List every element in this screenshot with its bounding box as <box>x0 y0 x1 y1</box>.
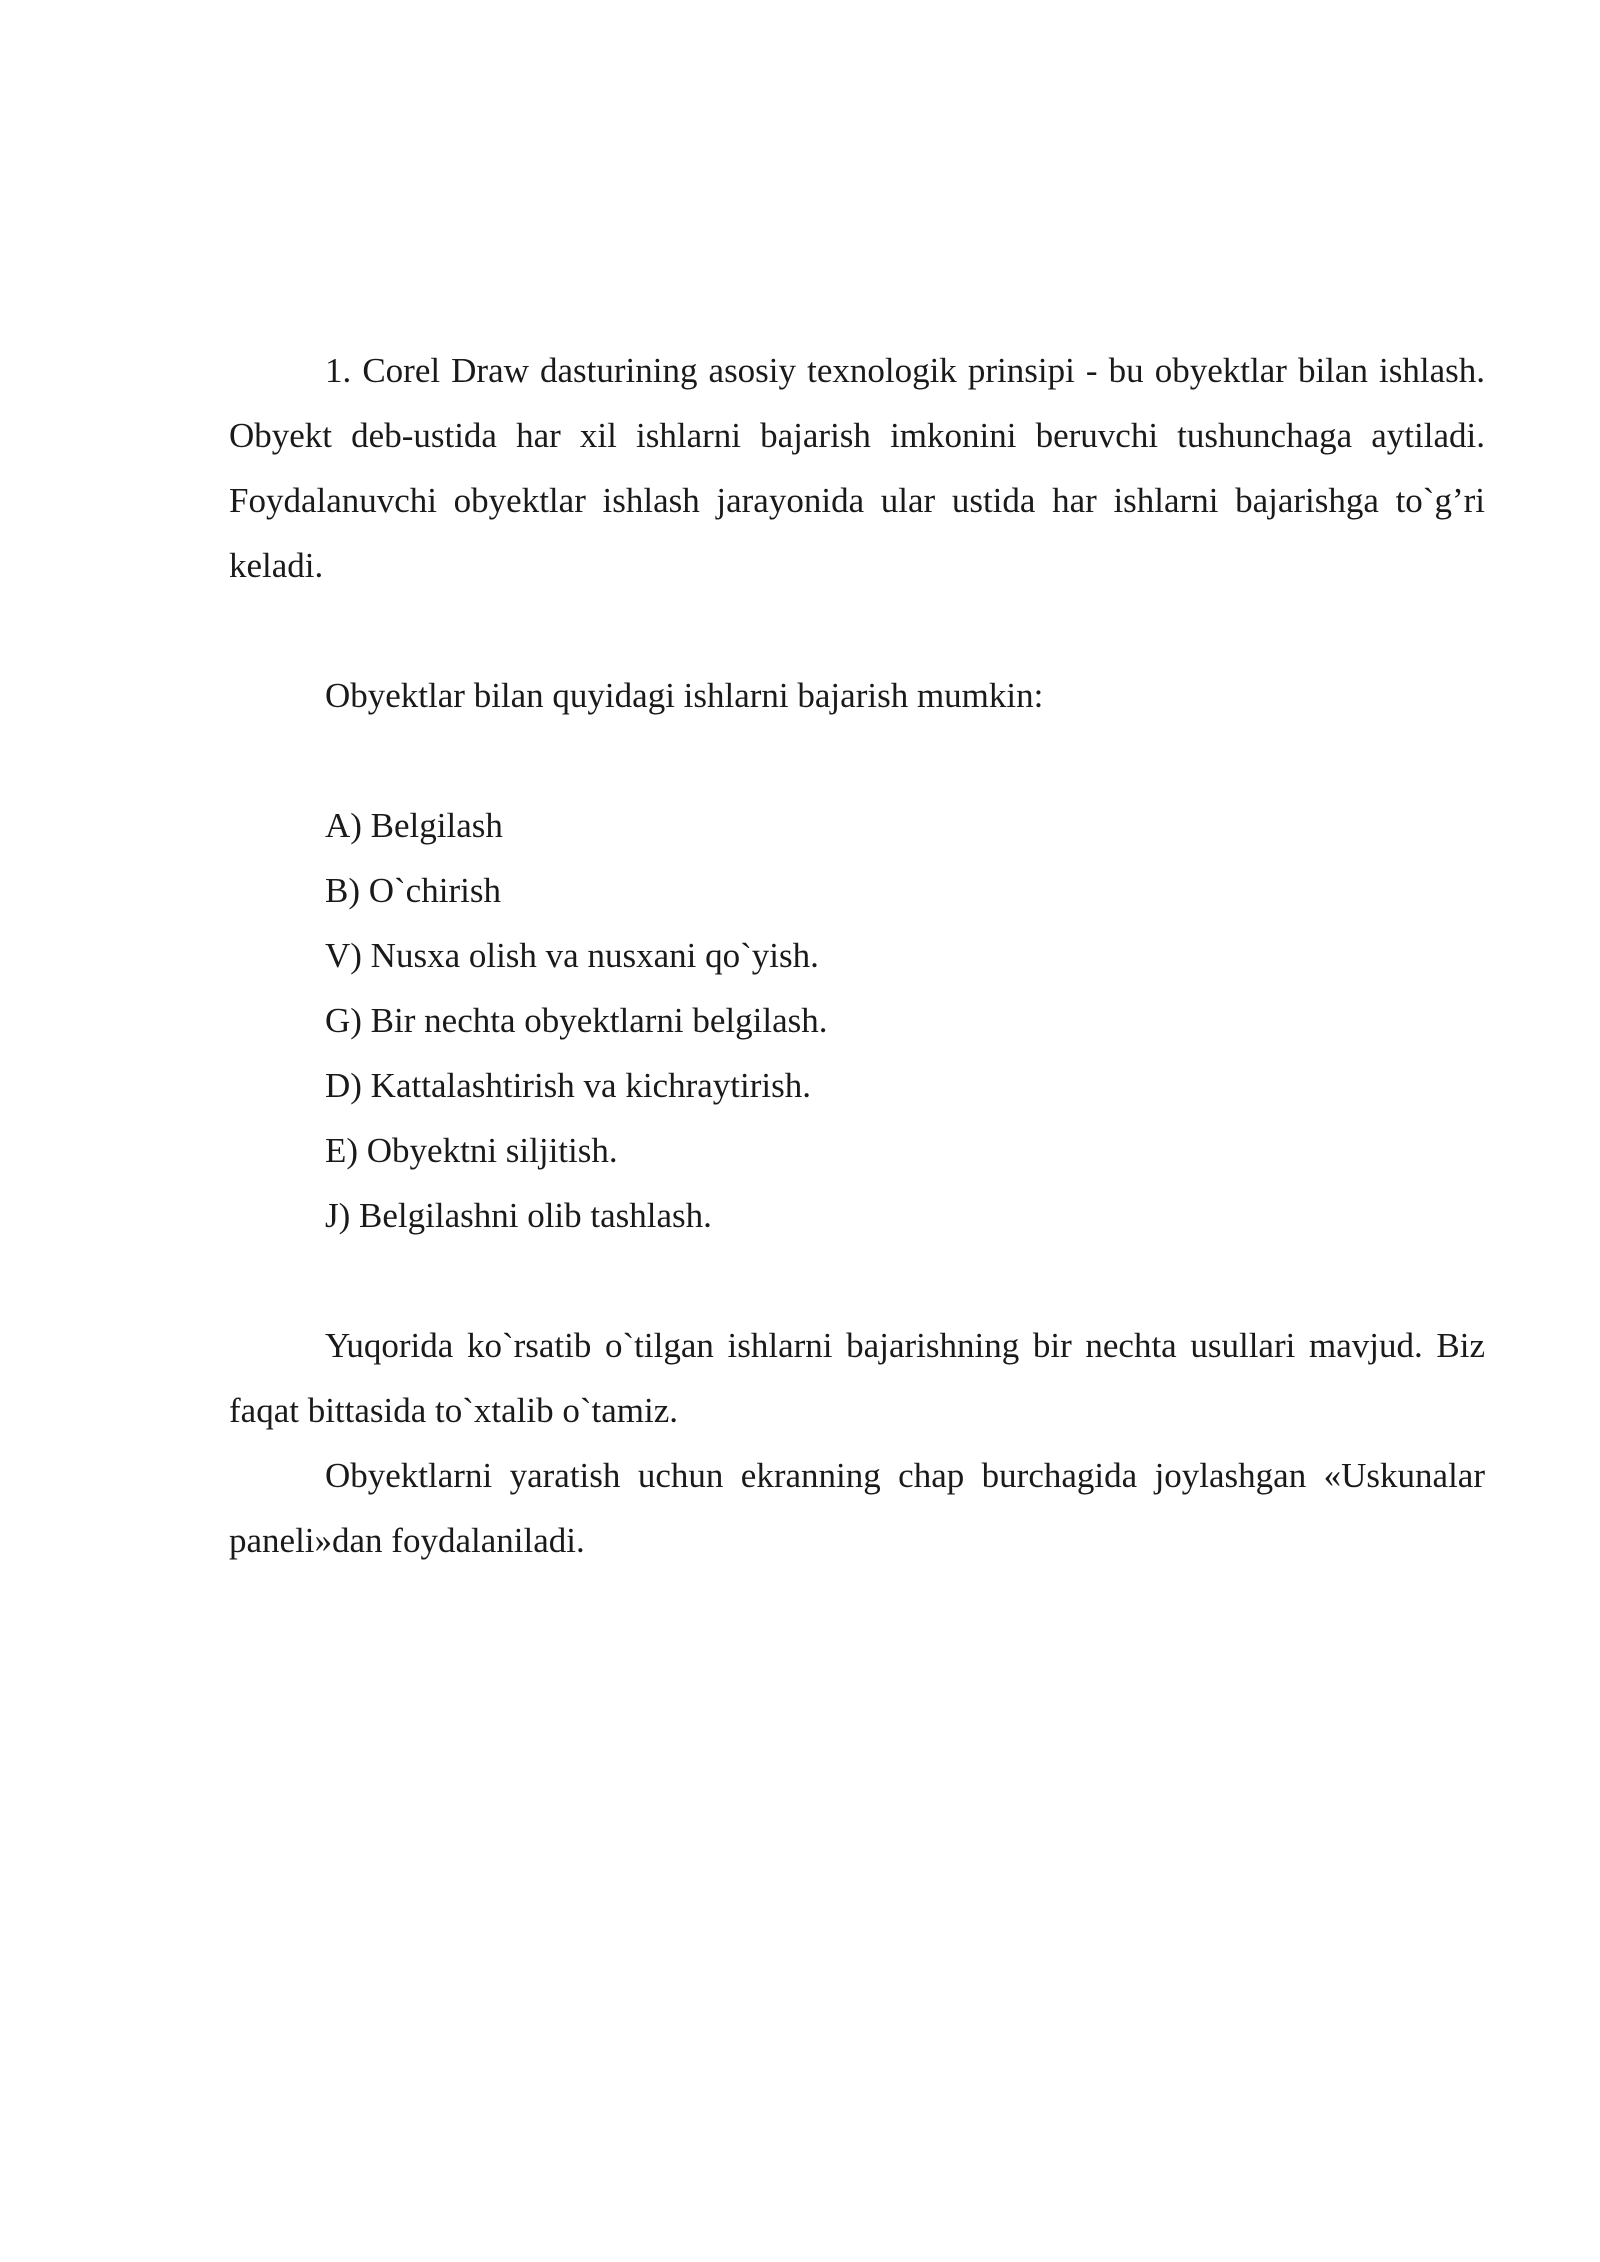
spacer <box>229 728 1485 793</box>
list-item: D) Kattalashtirish va kichraytirish. <box>325 1066 811 1105</box>
list-item: G) Bir nechta obyektlarni belgilash. <box>325 1001 828 1040</box>
list-item: A) Belgilash <box>325 806 503 845</box>
paragraph-methods: Yuqorida ko`rsatib o`tilgan ishlarni bajarishning bir nechta usullari mavjud. Biz faqat bittasida to`xtalib o`tamiz. <box>229 1326 1485 1430</box>
list-item: J) Belgilashni olib tashlash. <box>325 1196 712 1235</box>
operations-list <box>229 793 1485 1248</box>
list-item: V) Nusxa olish va nusxani qo`yish. <box>325 936 819 975</box>
list-item: B) O`chirish <box>325 871 501 910</box>
spacer <box>229 1248 1485 1313</box>
paragraph-intro: 1. Corel Draw dasturining asosiy texnologik prinsipi - bu obyektlar bilan ishlash. Obyekt deb-ustida har xil ishlarni bajarish imkonini beruvchi tushunchaga aytiladi. Foydalanuvchi obyektlar ishlash jarayonida ular ustida har ishlarni bajarishga to`g’ri keladi. <box>229 351 1485 585</box>
list-item: E) Obyektni siljitish. <box>325 1131 618 1170</box>
document-body <box>229 338 1485 1573</box>
list-intro: Obyektlar bilan quyidagi ishlarni bajarish mumkin: <box>325 676 1044 715</box>
spacer <box>229 598 1485 663</box>
paragraph-toolbar: Obyektlarni yaratish uchun ekranning chap burchagida joylashgan «Uskunalar paneli»dan foydalaniladi. <box>229 1456 1485 1560</box>
